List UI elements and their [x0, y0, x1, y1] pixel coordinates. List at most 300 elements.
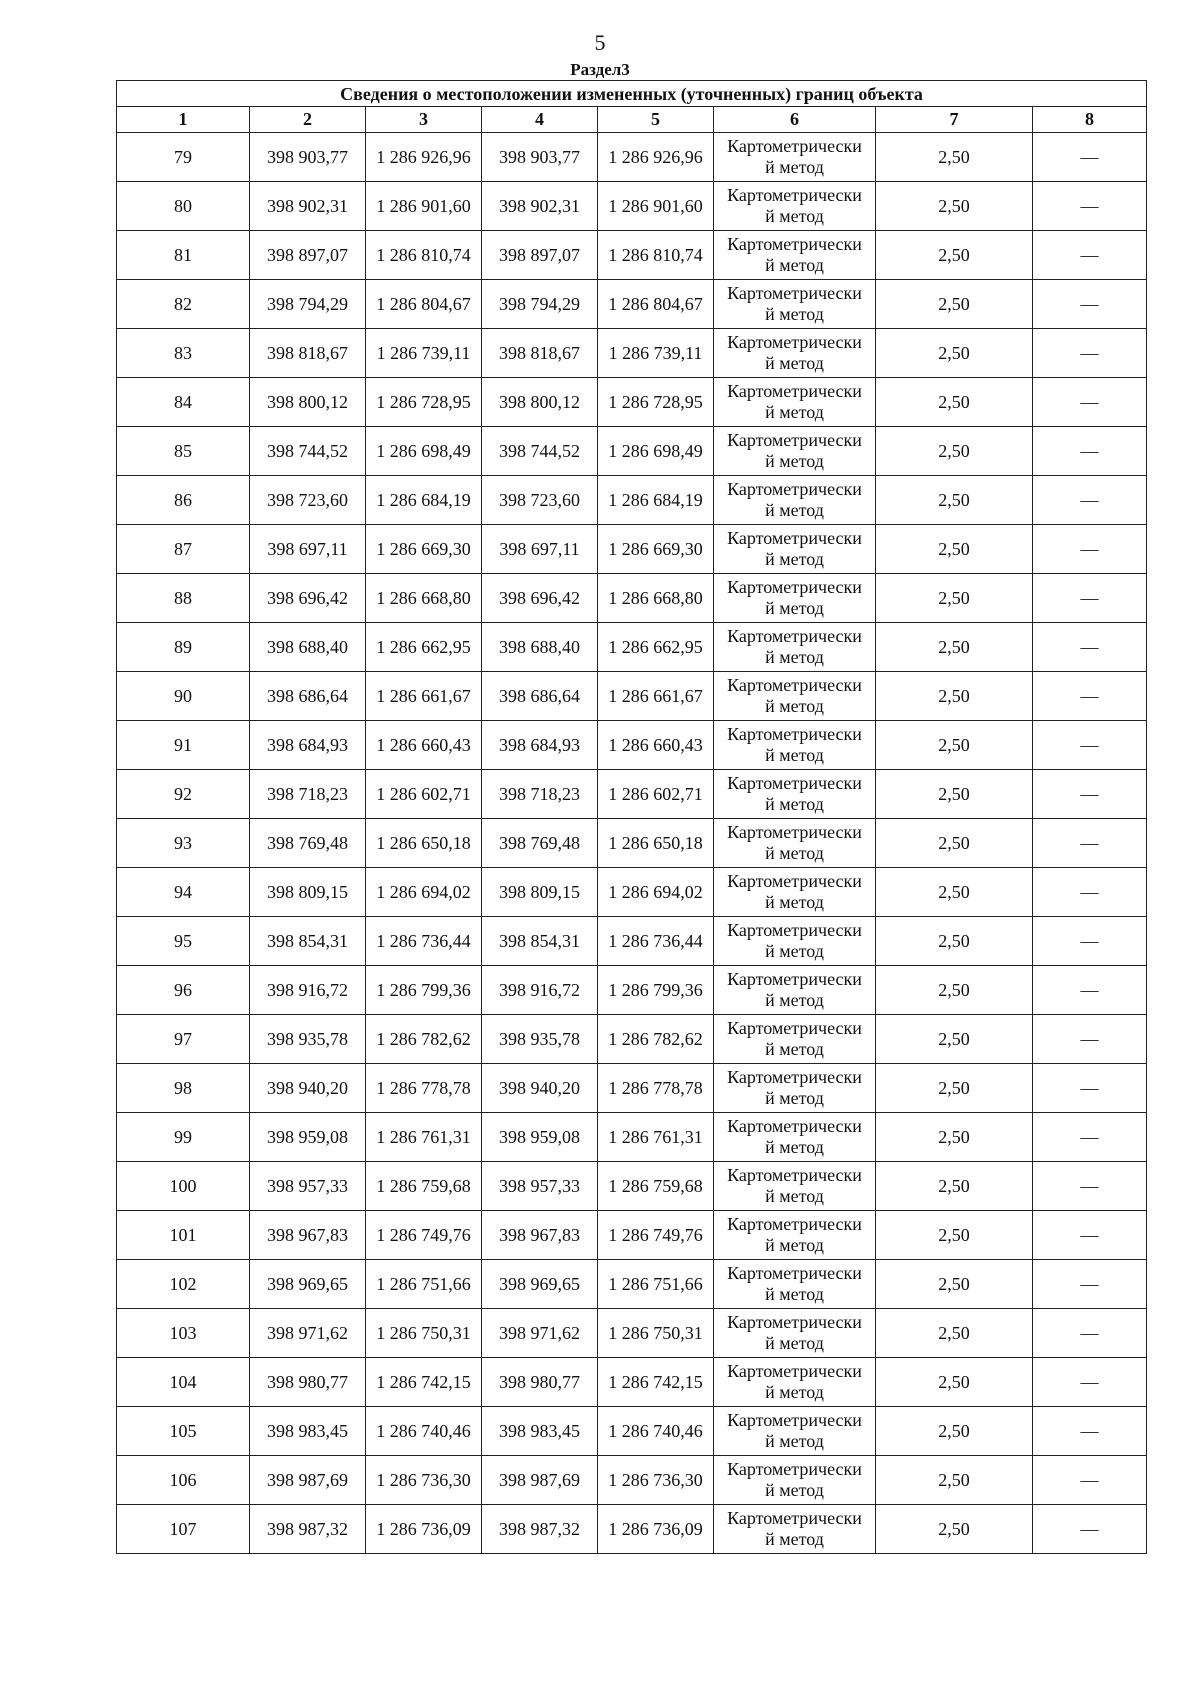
method-cell [714, 1211, 876, 1260]
table-row [117, 1211, 1147, 1260]
point-number-cell: 102 [117, 1260, 250, 1309]
accuracy-cell: 2,50 [876, 672, 1033, 721]
method-line-1: Картометрически [727, 234, 862, 254]
note-cell: — [1033, 182, 1147, 231]
x-existing-cell: 398 916,72 [250, 966, 366, 1015]
note-cell: — [1033, 917, 1147, 966]
x-new-cell: 398 971,62 [482, 1309, 598, 1358]
page-number: 5 [594, 30, 606, 55]
x-existing-cell: 398 967,83 [250, 1211, 366, 1260]
method-line-2: й метод [765, 1480, 824, 1500]
y-existing-cell: 1 286 650,18 [366, 819, 482, 868]
y-new-cell: 1 286 751,66 [598, 1260, 714, 1309]
y-new-cell: 1 286 778,78 [598, 1064, 714, 1113]
method-cell [714, 623, 876, 672]
column-number: 3 [366, 107, 482, 133]
x-existing-cell: 398 902,31 [250, 182, 366, 231]
method-cell [714, 1260, 876, 1309]
method-line-1: Картометрически [727, 381, 862, 401]
method-line-2: й метод [765, 1284, 824, 1304]
method-line-2: й метод [765, 157, 824, 177]
x-new-cell: 398 696,42 [482, 574, 598, 623]
table-row [117, 378, 1147, 427]
y-existing-cell: 1 286 810,74 [366, 231, 482, 280]
y-new-cell: 1 286 742,15 [598, 1358, 714, 1407]
note-cell: — [1033, 1309, 1147, 1358]
method-line-1: Картометрически [727, 920, 862, 940]
method-line-1: Картометрически [727, 1165, 862, 1185]
method-cell [714, 966, 876, 1015]
method-line-1: Картометрически [727, 1263, 862, 1283]
point-number-cell: 105 [117, 1407, 250, 1456]
point-number-cell: 92 [117, 770, 250, 819]
note-cell: — [1033, 868, 1147, 917]
x-existing-cell: 398 854,31 [250, 917, 366, 966]
y-new-cell: 1 286 810,74 [598, 231, 714, 280]
note-cell: — [1033, 966, 1147, 1015]
method-line-1: Картометрически [727, 822, 862, 842]
table-row [117, 525, 1147, 574]
y-new-cell: 1 286 660,43 [598, 721, 714, 770]
column-number-row [117, 107, 1147, 133]
x-new-cell: 398 794,29 [482, 280, 598, 329]
x-existing-cell: 398 987,69 [250, 1456, 366, 1505]
method-line-2: й метод [765, 941, 824, 961]
y-existing-cell: 1 286 749,76 [366, 1211, 482, 1260]
y-existing-cell: 1 286 602,71 [366, 770, 482, 819]
point-number-cell: 107 [117, 1505, 250, 1554]
method-line-2: й метод [765, 843, 824, 863]
method-cell [714, 1064, 876, 1113]
x-new-cell: 398 897,07 [482, 231, 598, 280]
coordinates-table [116, 80, 1147, 1554]
point-number-cell: 98 [117, 1064, 250, 1113]
y-new-cell: 1 286 736,44 [598, 917, 714, 966]
y-existing-cell: 1 286 736,09 [366, 1505, 482, 1554]
note-cell: — [1033, 770, 1147, 819]
accuracy-cell: 2,50 [876, 1064, 1033, 1113]
method-line-1: Картометрически [727, 1410, 862, 1430]
point-number-cell: 99 [117, 1113, 250, 1162]
method-line-1: Картометрически [727, 1214, 862, 1234]
note-cell: — [1033, 280, 1147, 329]
method-line-1: Картометрически [727, 871, 862, 891]
method-cell [714, 1309, 876, 1358]
table-row [117, 182, 1147, 231]
x-existing-cell: 398 800,12 [250, 378, 366, 427]
x-new-cell: 398 686,64 [482, 672, 598, 721]
x-existing-cell: 398 688,40 [250, 623, 366, 672]
method-line-2: й метод [765, 1039, 824, 1059]
note-cell: — [1033, 133, 1147, 182]
accuracy-cell: 2,50 [876, 1505, 1033, 1554]
y-new-cell: 1 286 661,67 [598, 672, 714, 721]
accuracy-cell: 2,50 [876, 1456, 1033, 1505]
method-line-2: й метод [765, 255, 824, 275]
table-row [117, 329, 1147, 378]
y-existing-cell: 1 286 684,19 [366, 476, 482, 525]
point-number-cell: 91 [117, 721, 250, 770]
x-new-cell: 398 902,31 [482, 182, 598, 231]
method-line-2: й метод [765, 1235, 824, 1255]
table-row [117, 1162, 1147, 1211]
note-cell: — [1033, 476, 1147, 525]
y-existing-cell: 1 286 698,49 [366, 427, 482, 476]
method-cell [714, 1505, 876, 1554]
x-new-cell: 398 697,11 [482, 525, 598, 574]
accuracy-cell: 2,50 [876, 966, 1033, 1015]
y-existing-cell: 1 286 901,60 [366, 182, 482, 231]
y-new-cell: 1 286 759,68 [598, 1162, 714, 1211]
column-number: 8 [1033, 107, 1147, 133]
x-new-cell: 398 959,08 [482, 1113, 598, 1162]
method-line-1: Картометрически [727, 332, 862, 352]
x-new-cell: 398 980,77 [482, 1358, 598, 1407]
method-line-2: й метод [765, 1382, 824, 1402]
table-row [117, 1113, 1147, 1162]
point-number-cell: 100 [117, 1162, 250, 1211]
x-new-cell: 398 684,93 [482, 721, 598, 770]
note-cell: — [1033, 427, 1147, 476]
method-cell [714, 427, 876, 476]
method-line-2: й метод [765, 1137, 824, 1157]
note-cell: — [1033, 574, 1147, 623]
y-existing-cell: 1 286 669,30 [366, 525, 482, 574]
y-existing-cell: 1 286 736,44 [366, 917, 482, 966]
method-cell [714, 574, 876, 623]
note-cell: — [1033, 819, 1147, 868]
x-existing-cell: 398 957,33 [250, 1162, 366, 1211]
x-existing-cell: 398 686,64 [250, 672, 366, 721]
method-line-1: Картометрически [727, 969, 862, 989]
method-line-1: Картометрически [727, 185, 862, 205]
note-cell: — [1033, 1113, 1147, 1162]
method-line-2: й метод [765, 1333, 824, 1353]
point-number-cell: 95 [117, 917, 250, 966]
x-existing-cell: 398 696,42 [250, 574, 366, 623]
y-existing-cell: 1 286 750,31 [366, 1309, 482, 1358]
method-cell [714, 868, 876, 917]
method-line-2: й метод [765, 1529, 824, 1549]
column-number: 4 [482, 107, 598, 133]
point-number-cell: 83 [117, 329, 250, 378]
x-new-cell: 398 854,31 [482, 917, 598, 966]
accuracy-cell: 2,50 [876, 182, 1033, 231]
method-line-2: й метод [765, 745, 824, 765]
accuracy-cell: 2,50 [876, 378, 1033, 427]
accuracy-cell: 2,50 [876, 1358, 1033, 1407]
note-cell: — [1033, 1505, 1147, 1554]
method-line-1: Картометрически [727, 1312, 862, 1332]
note-cell: — [1033, 1456, 1147, 1505]
x-existing-cell: 398 818,67 [250, 329, 366, 378]
y-new-cell: 1 286 736,30 [598, 1456, 714, 1505]
x-existing-cell: 398 983,45 [250, 1407, 366, 1456]
x-existing-cell: 398 969,65 [250, 1260, 366, 1309]
accuracy-cell: 2,50 [876, 917, 1033, 966]
point-number-cell: 94 [117, 868, 250, 917]
method-line-1: Картометрически [727, 283, 862, 303]
y-existing-cell: 1 286 739,11 [366, 329, 482, 378]
method-cell [714, 770, 876, 819]
table-body [117, 133, 1147, 1554]
method-cell [714, 1015, 876, 1064]
accuracy-cell: 2,50 [876, 280, 1033, 329]
accuracy-cell: 2,50 [876, 427, 1033, 476]
y-existing-cell: 1 286 660,43 [366, 721, 482, 770]
x-existing-cell: 398 971,62 [250, 1309, 366, 1358]
point-number-cell: 85 [117, 427, 250, 476]
accuracy-cell: 2,50 [876, 1309, 1033, 1358]
method-line-1: Картометрически [727, 1116, 862, 1136]
note-cell: — [1033, 672, 1147, 721]
table-row [117, 280, 1147, 329]
method-line-2: й метод [765, 892, 824, 912]
method-cell [714, 1113, 876, 1162]
table-row [117, 623, 1147, 672]
x-existing-cell: 398 769,48 [250, 819, 366, 868]
method-cell [714, 231, 876, 280]
y-existing-cell: 1 286 751,66 [366, 1260, 482, 1309]
method-line-2: й метод [765, 990, 824, 1010]
x-existing-cell: 398 809,15 [250, 868, 366, 917]
x-existing-cell: 398 987,32 [250, 1505, 366, 1554]
accuracy-cell: 2,50 [876, 868, 1033, 917]
note-cell: — [1033, 329, 1147, 378]
point-number-cell: 103 [117, 1309, 250, 1358]
method-line-2: й метод [765, 500, 824, 520]
table-row [117, 966, 1147, 1015]
point-number-cell: 89 [117, 623, 250, 672]
x-existing-cell: 398 980,77 [250, 1358, 366, 1407]
x-new-cell: 398 935,78 [482, 1015, 598, 1064]
x-new-cell: 398 983,45 [482, 1407, 598, 1456]
x-new-cell: 398 967,83 [482, 1211, 598, 1260]
point-number-cell: 87 [117, 525, 250, 574]
x-existing-cell: 398 684,93 [250, 721, 366, 770]
x-new-cell: 398 818,67 [482, 329, 598, 378]
method-cell [714, 133, 876, 182]
table-row [117, 1456, 1147, 1505]
table-row [117, 1358, 1147, 1407]
method-line-1: Картометрически [727, 577, 862, 597]
accuracy-cell: 2,50 [876, 1113, 1033, 1162]
point-number-cell: 90 [117, 672, 250, 721]
point-number-cell: 106 [117, 1456, 250, 1505]
point-number-cell: 93 [117, 819, 250, 868]
note-cell: — [1033, 1064, 1147, 1113]
accuracy-cell: 2,50 [876, 1211, 1033, 1260]
method-line-2: й метод [765, 794, 824, 814]
method-line-2: й метод [765, 549, 824, 569]
accuracy-cell: 2,50 [876, 1260, 1033, 1309]
table-row [117, 721, 1147, 770]
method-line-1: Картометрически [727, 626, 862, 646]
method-line-2: й метод [765, 1431, 824, 1451]
y-existing-cell: 1 286 799,36 [366, 966, 482, 1015]
accuracy-cell: 2,50 [876, 329, 1033, 378]
y-new-cell: 1 286 698,49 [598, 427, 714, 476]
point-number-cell: 80 [117, 182, 250, 231]
x-new-cell: 398 809,15 [482, 868, 598, 917]
x-new-cell: 398 916,72 [482, 966, 598, 1015]
y-existing-cell: 1 286 736,30 [366, 1456, 482, 1505]
accuracy-cell: 2,50 [876, 770, 1033, 819]
y-new-cell: 1 286 740,46 [598, 1407, 714, 1456]
table-row [117, 574, 1147, 623]
x-new-cell: 398 903,77 [482, 133, 598, 182]
accuracy-cell: 2,50 [876, 1407, 1033, 1456]
y-existing-cell: 1 286 761,31 [366, 1113, 482, 1162]
x-new-cell: 398 688,40 [482, 623, 598, 672]
point-number-cell: 97 [117, 1015, 250, 1064]
x-existing-cell: 398 940,20 [250, 1064, 366, 1113]
y-existing-cell: 1 286 742,15 [366, 1358, 482, 1407]
accuracy-cell: 2,50 [876, 623, 1033, 672]
table-row [117, 917, 1147, 966]
y-new-cell: 1 286 728,95 [598, 378, 714, 427]
y-new-cell: 1 286 736,09 [598, 1505, 714, 1554]
x-existing-cell: 398 935,78 [250, 1015, 366, 1064]
y-existing-cell: 1 286 759,68 [366, 1162, 482, 1211]
column-number: 1 [117, 107, 250, 133]
method-line-1: Картометрически [727, 136, 862, 156]
x-existing-cell: 398 903,77 [250, 133, 366, 182]
x-existing-cell: 398 697,11 [250, 525, 366, 574]
y-new-cell: 1 286 750,31 [598, 1309, 714, 1358]
x-new-cell: 398 718,23 [482, 770, 598, 819]
point-number-cell: 101 [117, 1211, 250, 1260]
method-line-1: Картометрически [727, 675, 862, 695]
accuracy-cell: 2,50 [876, 1162, 1033, 1211]
method-line-2: й метод [765, 353, 824, 373]
method-cell [714, 525, 876, 574]
table-row [117, 1505, 1147, 1554]
method-line-2: й метод [765, 451, 824, 471]
x-new-cell: 398 987,69 [482, 1456, 598, 1505]
method-cell [714, 819, 876, 868]
method-cell [714, 1407, 876, 1456]
note-cell: — [1033, 378, 1147, 427]
method-cell [714, 672, 876, 721]
note-cell: — [1033, 231, 1147, 280]
column-number: 6 [714, 107, 876, 133]
table-row [117, 1309, 1147, 1358]
y-new-cell: 1 286 804,67 [598, 280, 714, 329]
column-number: 7 [876, 107, 1033, 133]
y-existing-cell: 1 286 694,02 [366, 868, 482, 917]
method-line-1: Картометрически [727, 1508, 862, 1528]
point-number-cell: 81 [117, 231, 250, 280]
point-number-cell: 82 [117, 280, 250, 329]
y-new-cell: 1 286 749,76 [598, 1211, 714, 1260]
table-row [117, 133, 1147, 182]
y-new-cell: 1 286 669,30 [598, 525, 714, 574]
point-number-cell: 86 [117, 476, 250, 525]
y-new-cell: 1 286 650,18 [598, 819, 714, 868]
method-line-2: й метод [765, 1088, 824, 1108]
y-new-cell: 1 286 662,95 [598, 623, 714, 672]
method-cell [714, 1162, 876, 1211]
method-line-2: й метод [765, 206, 824, 226]
method-line-2: й метод [765, 1186, 824, 1206]
y-new-cell: 1 286 761,31 [598, 1113, 714, 1162]
column-number: 2 [250, 107, 366, 133]
x-new-cell: 398 987,32 [482, 1505, 598, 1554]
method-cell [714, 1358, 876, 1407]
y-existing-cell: 1 286 926,96 [366, 133, 482, 182]
point-number-cell: 104 [117, 1358, 250, 1407]
table-row [117, 672, 1147, 721]
table-row [117, 427, 1147, 476]
accuracy-cell: 2,50 [876, 133, 1033, 182]
y-existing-cell: 1 286 668,80 [366, 574, 482, 623]
y-existing-cell: 1 286 662,95 [366, 623, 482, 672]
x-new-cell: 398 744,52 [482, 427, 598, 476]
method-line-1: Картометрически [727, 1018, 862, 1038]
method-line-2: й метод [765, 402, 824, 422]
note-cell: — [1033, 1260, 1147, 1309]
y-new-cell: 1 286 668,80 [598, 574, 714, 623]
method-cell [714, 182, 876, 231]
point-number-cell: 96 [117, 966, 250, 1015]
method-cell [714, 280, 876, 329]
method-line-1: Картометрически [727, 773, 862, 793]
note-cell: — [1033, 1211, 1147, 1260]
point-number-cell: 79 [117, 133, 250, 182]
method-cell [714, 721, 876, 770]
method-cell [714, 329, 876, 378]
method-line-2: й метод [765, 647, 824, 667]
method-line-1: Картометрически [727, 528, 862, 548]
method-cell [714, 476, 876, 525]
accuracy-cell: 2,50 [876, 721, 1033, 770]
y-existing-cell: 1 286 740,46 [366, 1407, 482, 1456]
y-new-cell: 1 286 694,02 [598, 868, 714, 917]
y-existing-cell: 1 286 804,67 [366, 280, 482, 329]
y-existing-cell: 1 286 661,67 [366, 672, 482, 721]
y-new-cell: 1 286 602,71 [598, 770, 714, 819]
accuracy-cell: 2,50 [876, 231, 1033, 280]
table-row [117, 476, 1147, 525]
x-existing-cell: 398 959,08 [250, 1113, 366, 1162]
table-row [117, 868, 1147, 917]
x-existing-cell: 398 718,23 [250, 770, 366, 819]
method-line-2: й метод [765, 598, 824, 618]
note-cell: — [1033, 525, 1147, 574]
section-title: Раздел3 [570, 60, 630, 79]
accuracy-cell: 2,50 [876, 476, 1033, 525]
table-row [117, 1064, 1147, 1113]
note-cell: — [1033, 623, 1147, 672]
method-line-1: Картометрически [727, 430, 862, 450]
y-existing-cell: 1 286 778,78 [366, 1064, 482, 1113]
x-new-cell: 398 769,48 [482, 819, 598, 868]
x-new-cell: 398 957,33 [482, 1162, 598, 1211]
column-number: 5 [598, 107, 714, 133]
x-new-cell: 398 723,60 [482, 476, 598, 525]
table-row [117, 1407, 1147, 1456]
table-row [117, 231, 1147, 280]
note-cell: — [1033, 721, 1147, 770]
x-existing-cell: 398 897,07 [250, 231, 366, 280]
note-cell: — [1033, 1162, 1147, 1211]
x-existing-cell: 398 794,29 [250, 280, 366, 329]
y-new-cell: 1 286 901,60 [598, 182, 714, 231]
x-new-cell: 398 969,65 [482, 1260, 598, 1309]
x-new-cell: 398 940,20 [482, 1064, 598, 1113]
x-existing-cell: 398 744,52 [250, 427, 366, 476]
